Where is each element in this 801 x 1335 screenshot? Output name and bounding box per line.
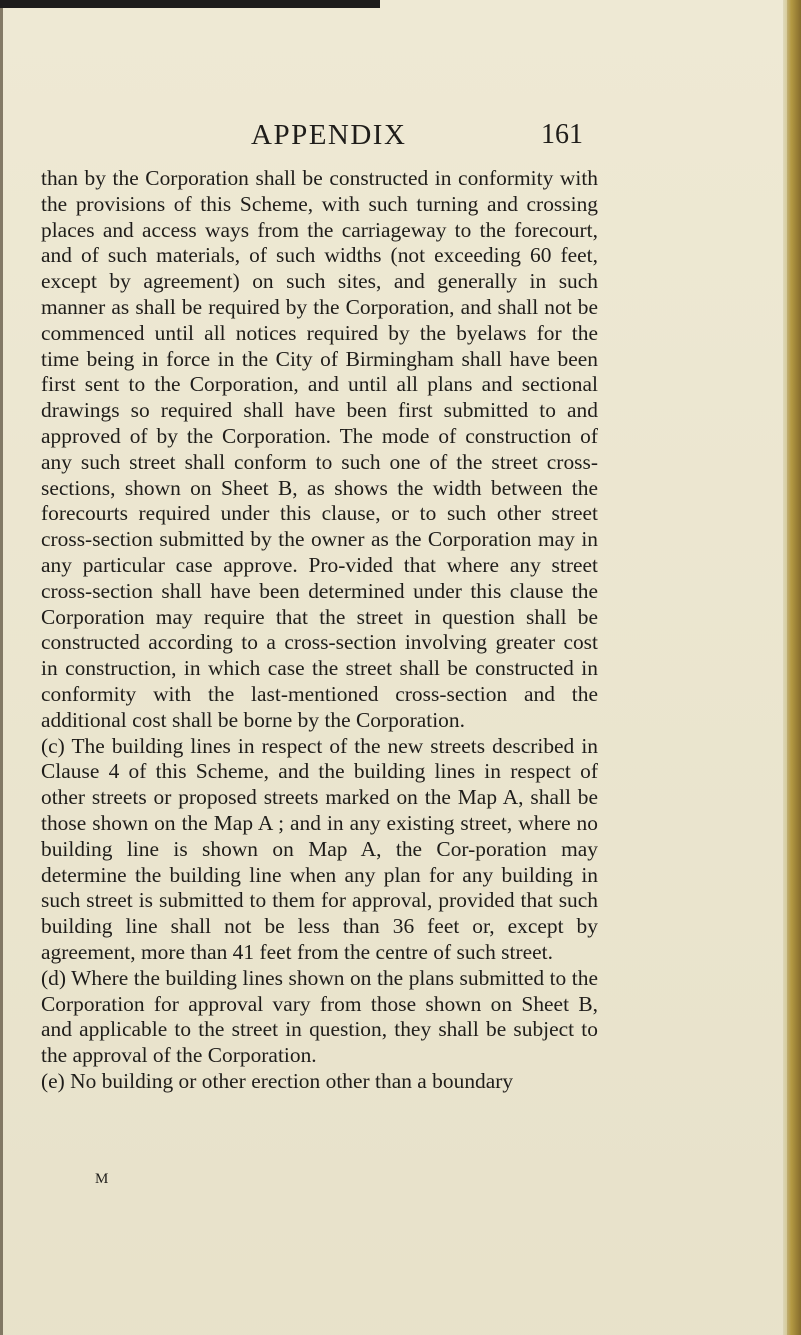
page-right-edge [783, 0, 801, 1335]
paragraph-construction-conditions: than by the Corporation shall be constructed in conformity with the provisions of this Scheme, with such turning and crossing places and access ways from the carriageway to the forecourt, and of such materials, of such widths (not exceeding 60 feet, except by agreement) on such sites, and generally in such manner as shall be required by the Corporation, and shall not be commenced until all notices required by the byelaws for the time being in force in the City of Birmingham shall have been first sent to the Corporation, and until all plans and sectional drawings so required shall have been first submitted to and approved of by the Corporation. The mode of construction of any such street shall conform to such one of the street cross-sections, shown on Sheet B, as shows the width between the forecourts required under this clause, or to such other street cross-section submitted by the owner as the Corporation may in any particular case approve. Pro-vided that where any street cross-section shall have been determined under this clause the Corporation may require that the street in question shall be constructed according to a cross-section involving greater cost in construction, in which case the street shall be constructed in conformity with the last-mentioned cross-section and the additional cost shall be borne by the Corporation. [41, 166, 598, 732]
paragraph-e-boundary-erection: (e) No building or other erection other than a boundary [41, 1068, 514, 1093]
document-body [41, 166, 598, 1095]
page-number: 161 [541, 119, 583, 150]
page-top-shadow [0, 0, 380, 8]
printer-signature-mark: M [95, 1171, 109, 1187]
page-left-edge [0, 0, 3, 1335]
page-title: APPENDIX [251, 119, 407, 151]
paragraph-d-building-lines-approval: (d) Where the building lines shown on the plans submitted to the Corporation for approval vary from those shown on Sheet B, and applicable to the street in question, they shall be subject to the approval of the Corporation. [41, 965, 598, 1068]
page-header [0, 118, 801, 158]
paragraph-c-building-lines: (c) The building lines in respect of the new streets described in Clause 4 of this Scheme, and the building lines in respect of other streets or proposed streets marked on the Map A, shall be those shown on the Map A ; and in any existing street, where no building line is shown on Map A, the Cor-poration may determine the building line when any plan for any building in such street is submitted to them for approval, provided that such building line shall not be less than 36 feet or, except by agreement, more than 41 feet from the centre of such street. [41, 733, 598, 964]
